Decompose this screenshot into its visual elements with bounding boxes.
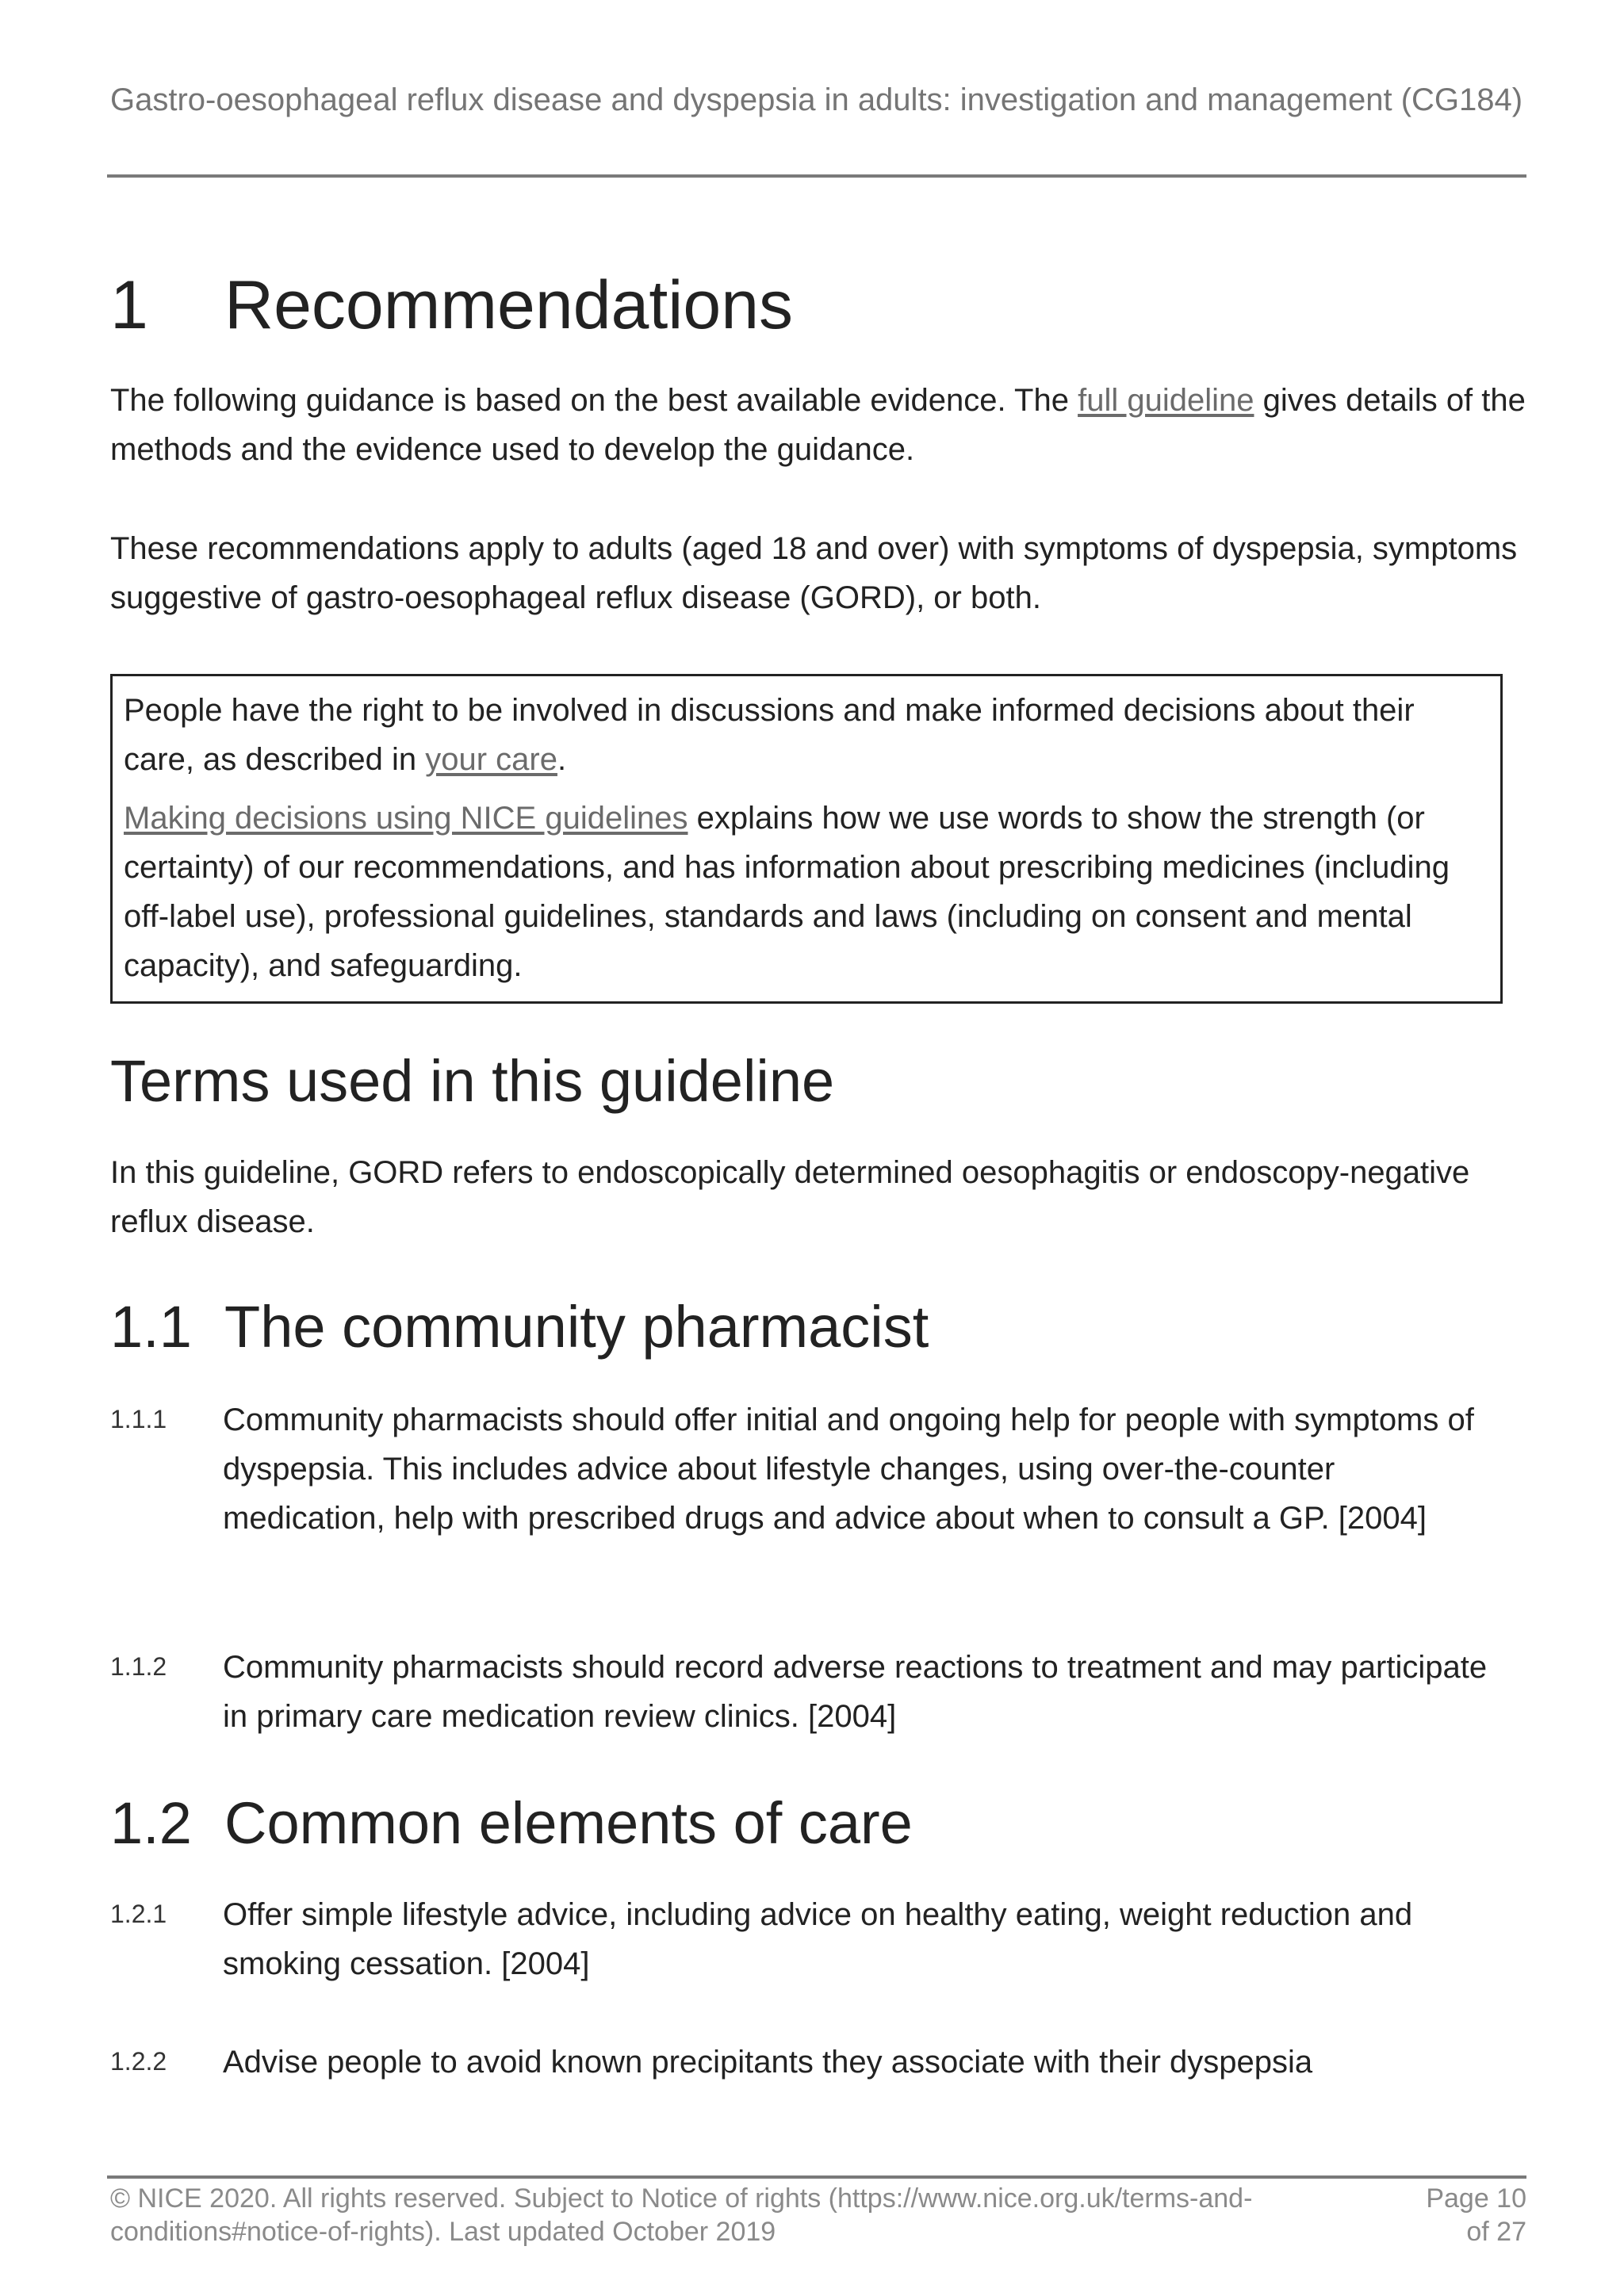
intro-paragraph-1 bbox=[110, 376, 1526, 474]
terms-heading: Terms used in this guideline bbox=[110, 1048, 835, 1114]
recommendation-text: Community pharmacists should offer initial and ongoing help for people with symptoms of dyspepsia. This includes advice about lifestyle changes, using over-the-counter medication, help with prescribed drugs and advice about when to consult a GP. [2004] bbox=[223, 1402, 1474, 1536]
section-number: 1.2 bbox=[110, 1790, 192, 1856]
page-total: of 27 bbox=[1466, 2217, 1526, 2247]
callout-paragraph-2 bbox=[124, 794, 1489, 990]
callout-text: People have the right to be involved in discussions and make informed decisions about their care, as described in bbox=[124, 693, 1415, 777]
footer-copyright: © NICE 2020. All rights reserved. Subject to Notice of rights (https://www.nice.org.uk/terms-and-conditions#notice-of-rights). Last updated October 2019 bbox=[110, 2183, 1253, 2247]
callout-text-end: . bbox=[557, 742, 567, 777]
section-number: 1.1 bbox=[110, 1294, 192, 1360]
making-decisions-link[interactable]: Making decisions using NICE guidelines bbox=[124, 801, 688, 836]
callout-paragraph-1 bbox=[124, 686, 1489, 784]
section-heading-1 bbox=[110, 262, 793, 349]
terms-paragraph: In this guideline, GORD refers to endoscopically determined oesophagitis or endoscopy-negative reflux disease. bbox=[110, 1155, 1470, 1239]
footer-divider bbox=[107, 2175, 1526, 2179]
section-title: Common elements of care bbox=[224, 1790, 913, 1856]
recommendation-text: Offer simple lifestyle advice, including advice on healthy eating, weight reduction and smoking cessation. [2004] bbox=[223, 1897, 1413, 1981]
recommendation-text: Advise people to avoid known precipitants they associate with their dyspepsia bbox=[223, 2045, 1313, 2080]
header-divider bbox=[107, 174, 1526, 178]
section-title: The community pharmacist bbox=[224, 1294, 929, 1360]
running-header: Gastro-oesophageal reflux disease and dyspepsia in adults: investigation and management (CG184) bbox=[110, 82, 1523, 117]
section-heading-1-2 bbox=[110, 1785, 913, 1862]
intro-text-cont: gives details of the methods and the evidence used to develop the guidance. bbox=[110, 383, 1526, 467]
callout-text-cont: explains how we use words to show the strength (or certainty) of our recommendations, and has information about prescribing medicines (including off-label use), professional guidelines, standards and laws (including on consent and mental capacity), and safeguarding. bbox=[124, 801, 1450, 983]
recommendation-number: 1.2.1 bbox=[110, 1900, 167, 1928]
recommendation-text: Community pharmacists should record adverse reactions to treatment and may participate in primary care medication review clinics. [2004] bbox=[223, 1650, 1488, 1734]
recommendation-number: 1.1.2 bbox=[110, 1652, 167, 1681]
rights-callout-box bbox=[110, 674, 1503, 1004]
section-heading-1-1 bbox=[110, 1289, 929, 1365]
page-label: Page 10 bbox=[1426, 2183, 1526, 2214]
section-title: Recommendations bbox=[224, 267, 794, 343]
recommendation-number: 1.2.2 bbox=[110, 2047, 167, 2076]
intro-paragraph-2: These recommendations apply to adults (aged 18 and over) with symptoms of dyspepsia, symptoms suggestive of gastro-oesophageal reflux disease (GORD), or both. bbox=[110, 531, 1518, 615]
your-care-link[interactable]: your care bbox=[425, 742, 557, 777]
page-number bbox=[1368, 2182, 1526, 2248]
full-guideline-link[interactable]: full guideline bbox=[1078, 383, 1254, 418]
document-page bbox=[110, 0, 1526, 2296]
section-number: 1 bbox=[110, 267, 148, 343]
intro-text: The following guidance is based on the best available evidence. The bbox=[110, 383, 1078, 418]
recommendation-number: 1.1.1 bbox=[110, 1405, 167, 1433]
